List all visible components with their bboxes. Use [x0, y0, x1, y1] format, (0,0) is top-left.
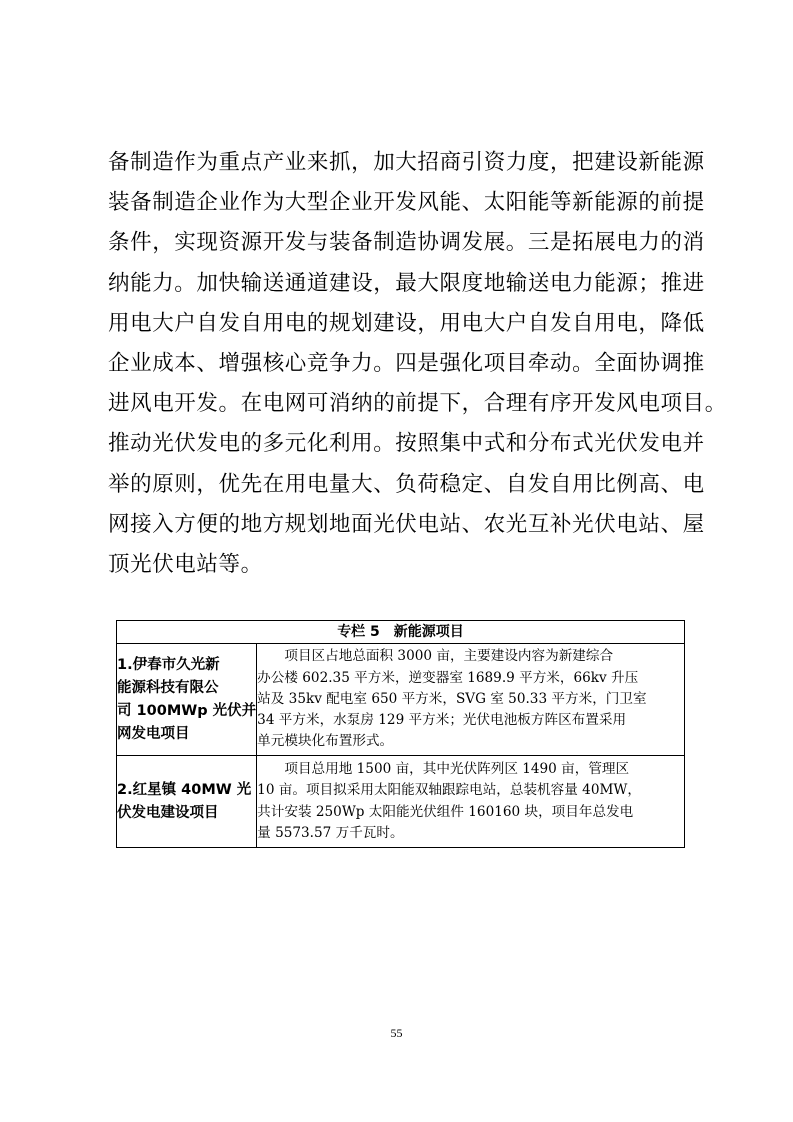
paragraph-line: 条件，实现资源开发与装备制造协调发展。三是拓展电力的消: [108, 230, 705, 256]
project-desc-cell: [257, 644, 685, 756]
paragraph-line: 网接入方便的地方规划地面光伏电站、农光互补光伏电站、屋: [108, 511, 705, 537]
table-row: [117, 644, 685, 756]
project-desc-line: 量 5573.57 万千瓦时。: [257, 824, 404, 841]
project-name-line: 2.红星镇 40MW 光: [117, 781, 252, 798]
project-desc-line: 项目区占地总面积 3000 亩，主要建设内容为新建综合: [257, 648, 614, 665]
project-name-cell: [117, 756, 257, 848]
body-paragraph: [108, 143, 727, 585]
project-name-line: 网发电项目: [117, 725, 190, 742]
project-name-line: 司 100MWp 光伏并: [117, 702, 257, 719]
project-desc-line: 办公楼 602.35 平方米，逆变器室 1689.9 平方米，66kv 升压: [257, 669, 639, 686]
paragraph-line: 装备制造企业作为大型企业开发风能、太阳能等新能源的前提: [108, 190, 705, 216]
project-name-line: 能源科技有限公: [117, 679, 219, 696]
project-name-line: 伏发电建设项目: [117, 804, 219, 821]
project-desc-line: 单元模块化布置形式。: [257, 733, 394, 750]
project-desc-cell: [257, 756, 685, 848]
table-caption: 专栏 5 新能源项目: [117, 621, 685, 644]
paragraph-line: 进风电开发。在电网可消纳的前提下，合理有序开发风电项目。: [108, 391, 727, 417]
project-desc-line: 共计安装 250Wp 太阳能光伏组件 160160 块，项目年总发电: [257, 803, 634, 820]
table-caption-row: [117, 621, 685, 644]
project-name-line: 1.伊春市久光新: [117, 656, 220, 673]
paragraph-line: 用电大户自发自用电的规划建设，用电大户自发自用电，降低: [108, 310, 705, 336]
paragraph-line: 纳能力。加快输送通道建设，最大限度地输送电力能源；推进: [108, 270, 705, 296]
paragraph-line: 备制造作为重点产业来抓，加大招商引资力度，把建设新能源: [108, 150, 705, 175]
project-table: [116, 620, 685, 848]
project-name-cell: [117, 644, 257, 756]
project-desc-line: 站及 35kv 配电室 650 平方米，SVG 室 50.33 平方米，门卫室: [257, 690, 647, 707]
table-row: [117, 756, 685, 848]
paragraph-line: 顶光伏电站等。: [108, 552, 263, 578]
project-desc-line: 项目总用地 1500 亩，其中光伏阵列区 1490 亩，管理区: [257, 760, 630, 777]
paragraph-line: 举的原则，优先在用电量大、负荷稳定、自发自用比例高、电: [108, 471, 705, 497]
page-number: 55: [390, 1026, 403, 1040]
paragraph-line: 企业成本、增强核心竞争力。四是强化项目牵动。全面协调推: [108, 351, 705, 377]
project-desc-line: 10 亩。项目拟采用太阳能双轴跟踪电站，总装机容量 40MW，: [257, 782, 641, 799]
project-desc-line: 34 平方米，水泵房 129 平方米；光伏电池板方阵区布置采用: [257, 712, 627, 729]
paragraph-line: 推动光伏发电的多元化利用。按照集中式和分布式光伏发电并: [108, 431, 705, 457]
